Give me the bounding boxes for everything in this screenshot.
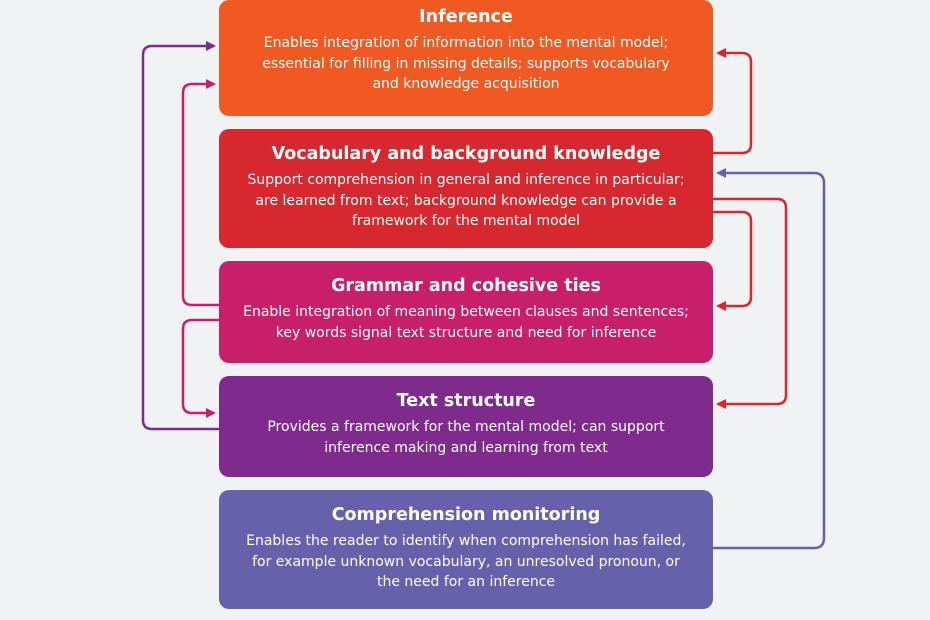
box-title: Comprehension monitoring (331, 505, 601, 525)
desc-line: key words signal text structure and need for inference (275, 324, 657, 341)
desc-line: the need for an inference (376, 574, 555, 590)
arrow-monitor-to-vocab (713, 173, 824, 548)
desc-line: Enables the reader to identify when comprehension has failed, (246, 533, 686, 549)
desc-line: and knowledge acquisition (372, 76, 560, 92)
box-comprehension-monitoring (219, 490, 713, 609)
box-description (219, 302, 713, 343)
desc-line: Enable integration of meaning between clauses and sentences; (243, 304, 689, 320)
box-text-structure (219, 376, 713, 477)
box-title: Inference (419, 7, 513, 27)
desc-line: essential for filling in missing details; supports vocabulary (262, 55, 670, 72)
arrow-vocab-to-grammar (713, 212, 751, 306)
desc-line: Support comprehension in general and inference in particular; (247, 172, 685, 188)
arrow-text-to-inference (143, 46, 219, 429)
arrow-vocab-to-inference (713, 53, 751, 153)
arrow-grammar-to-text (183, 320, 219, 413)
desc-line: are learned from text; background knowledge can provide a (255, 192, 677, 209)
box-grammar-cohesive-ties (219, 261, 713, 363)
box-description (219, 531, 713, 593)
desc-line: Enables integration of information into the mental model; (263, 35, 669, 51)
box-description (219, 417, 713, 458)
box-title: Vocabulary and background knowledge (271, 144, 661, 164)
box-title: Text structure (396, 391, 536, 411)
box-description (219, 33, 713, 95)
arrow-grammar-to-inference (183, 84, 219, 305)
box-inference (219, 0, 713, 116)
desc-line: inference making and learning from text (324, 439, 608, 456)
box-title: Grammar and cohesive ties (331, 276, 601, 296)
desc-line: for example unknown vocabulary, an unresolved pronoun, or (252, 553, 680, 570)
box-description (219, 170, 713, 232)
desc-line: Provides a framework for the mental model; can support (267, 419, 665, 435)
desc-line: framework for the mental model (351, 213, 581, 229)
box-vocabulary-knowledge (219, 129, 713, 248)
